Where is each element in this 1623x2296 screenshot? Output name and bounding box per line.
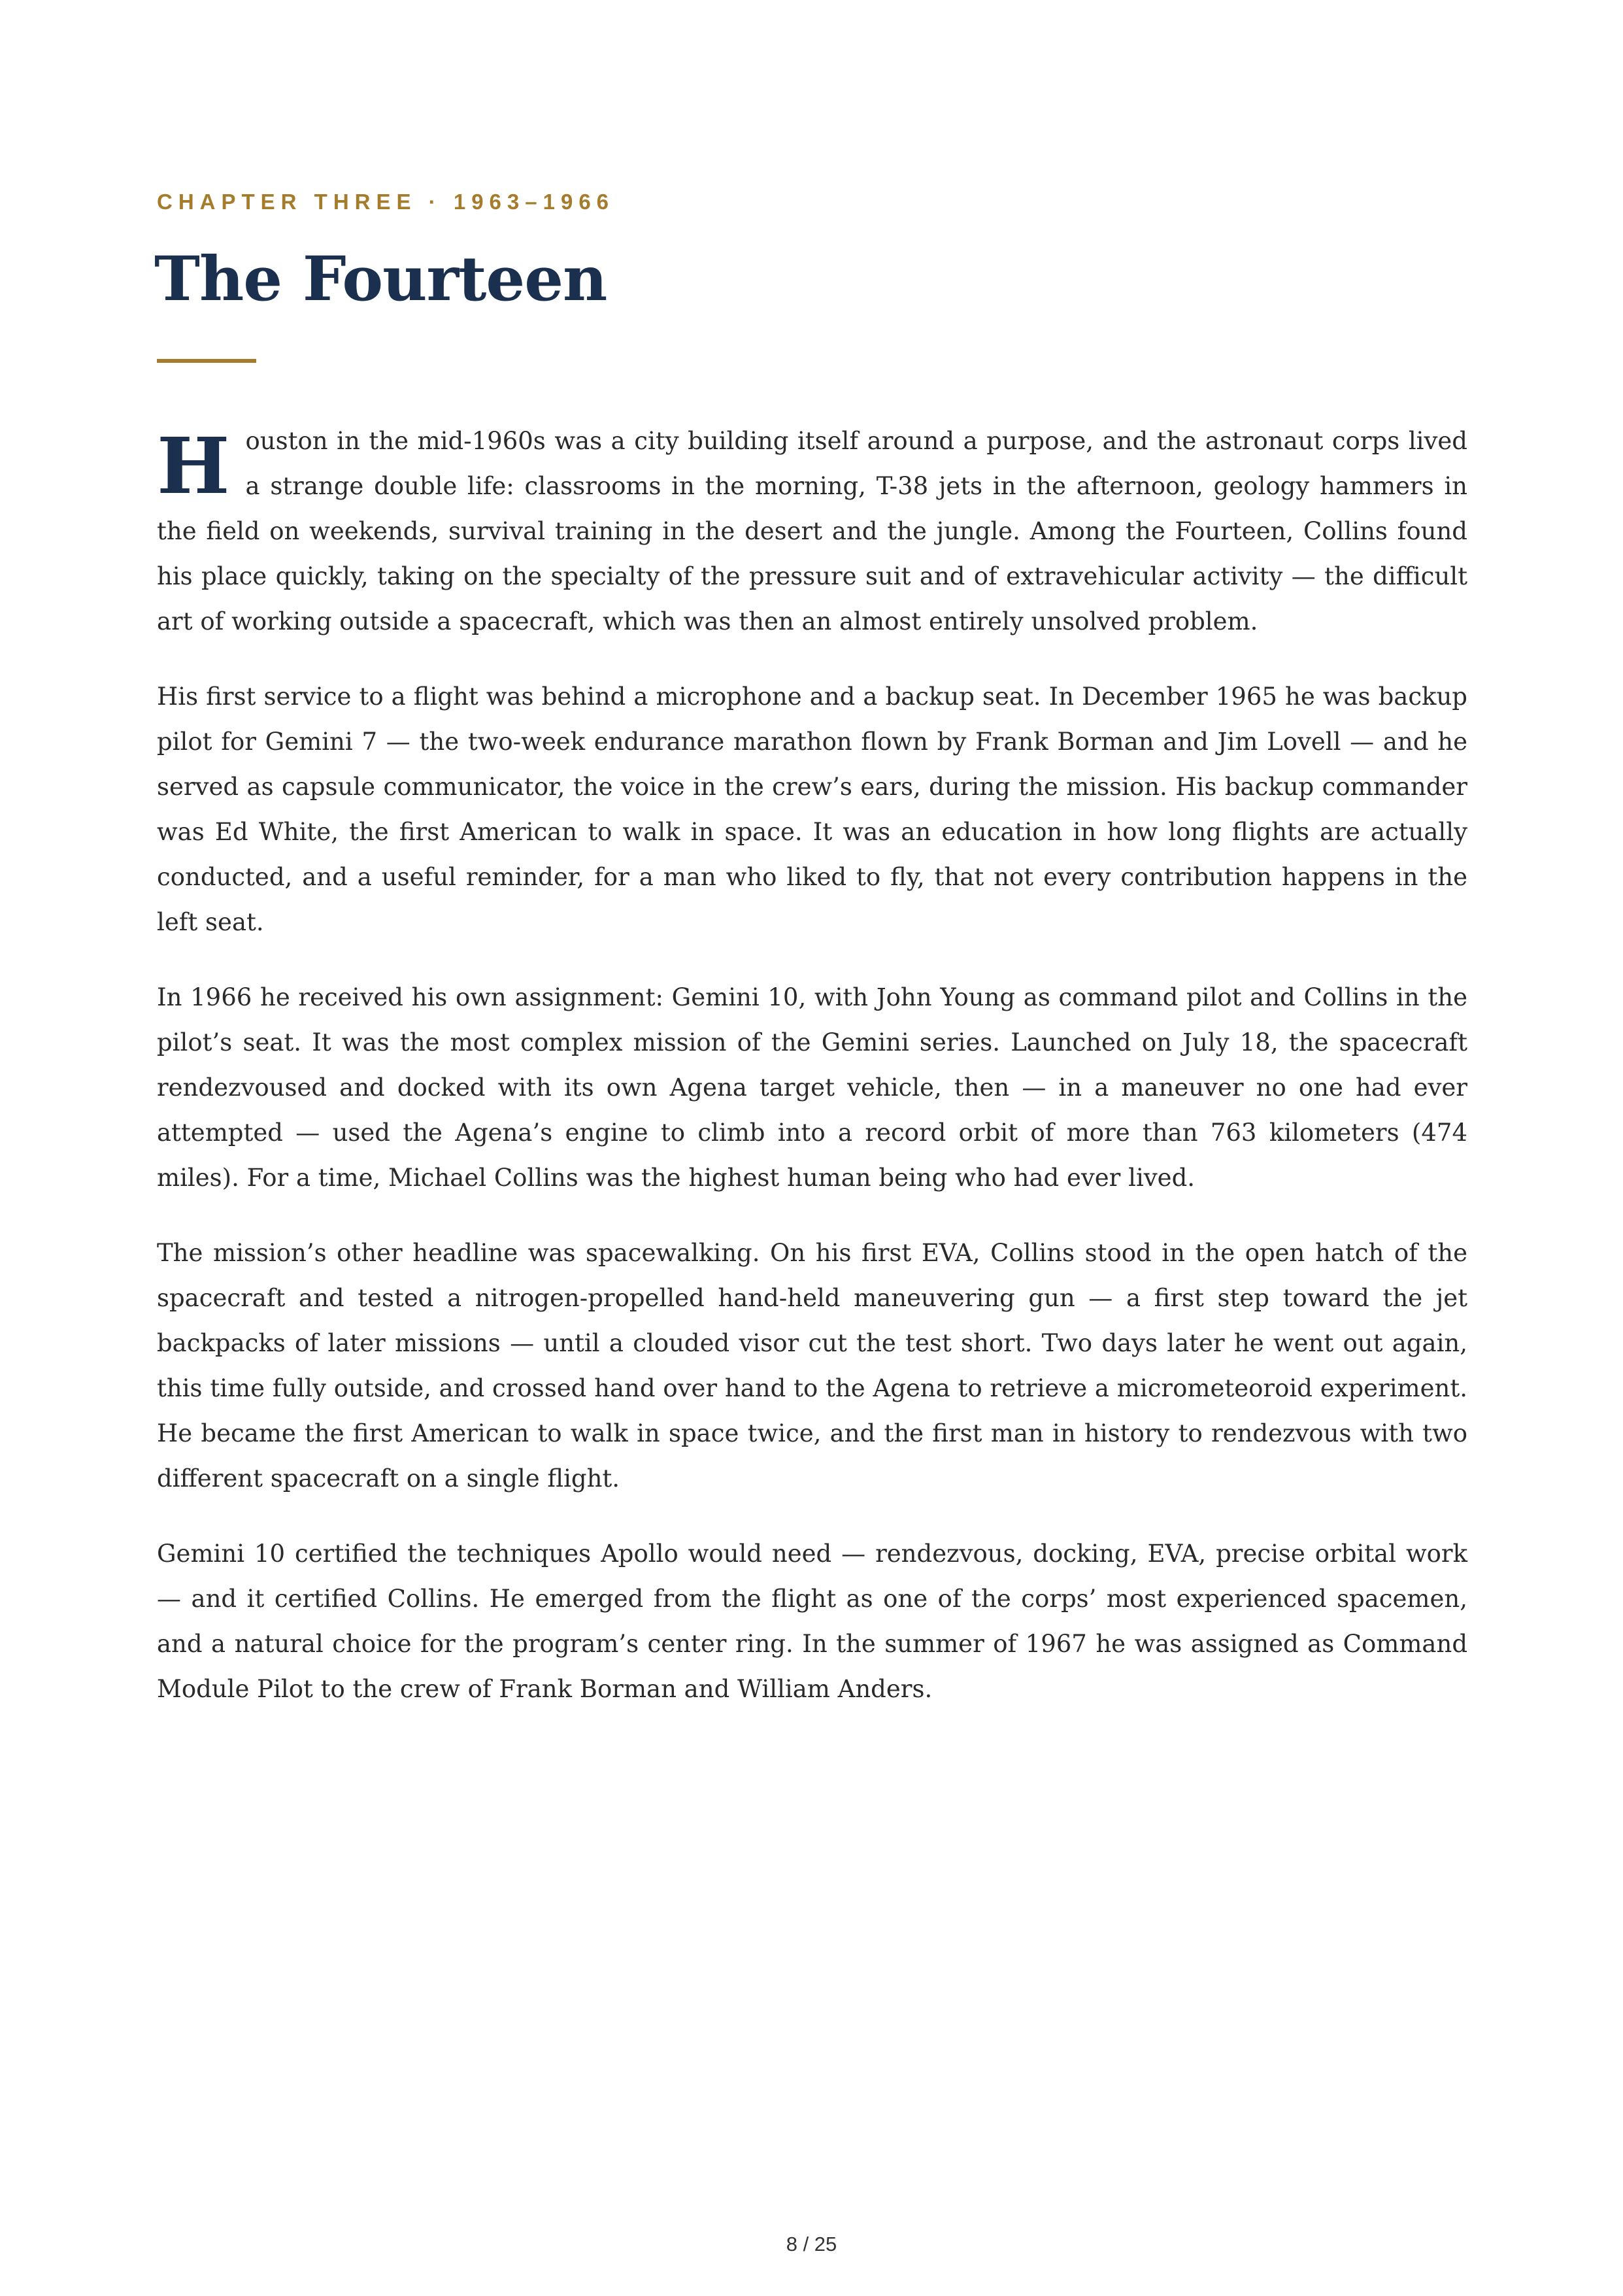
chapter-body — [157, 418, 1467, 1742]
page-number: 8 / 25 — [786, 2233, 837, 2255]
paragraph-1-text: ouston in the mid-1960s was a city building itself around a purpose, and the astronaut corps lived a strange double life: classrooms in the morning, T-38 jets in the afternoon, geology hammers in the field on weekends, survival training in the desert and the jungle. Among the Fourteen, Collins found his place quickly, taking on the specialty of the pressure suit and of extravehicular activity — the difficult art of working outside a spacecraft, which was then an almost entirely unsolved problem. — [157, 427, 1467, 635]
paragraph-1 — [157, 418, 1467, 644]
chapter-label: CHAPTER THREE · 1963–1966 — [157, 190, 615, 214]
chapter-title: The Fourteen — [154, 243, 607, 315]
paragraph-4: The mission’s other headline was spacewalking. On his first EVA, Collins stood in the open hatch of the spacecraft and tested a nitrogen-propelled hand-held maneuvering gun — a first step toward the jet backpacks of later missions — until a clouded visor cut the test short. Two days later he went out again, this time fully outside, and crossed hand over hand to the Agena to retrieve a micrometeoroid experiment. He became the first American to walk in space twice, and the first man in history to rendezvous with two different spacecraft on a single flight. — [157, 1239, 1467, 1493]
paragraph-5: Gemini 10 certified the techniques Apollo would need — rendezvous, docking, EVA, precise orbital work — and it certified Collins. He emerged from the flight as one of the corps’ most experienced spacemen, and a natural choice for the program’s center ring. In the summer of 1967 he was assigned as Command Module Pilot to the crew of Frank Borman and William Anders. — [157, 1540, 1467, 1703]
paragraph-2: His first service to a flight was behind a microphone and a backup seat. In December 1965 he was backup pilot for Gemini 7 — the two-week endurance marathon flown by Frank Borman and Jim Lovell — and he served as capsule communicator, the voice in the crew’s ears, during the mission. His backup commander was Ed White, the first American to walk in space. It was an education in how long flights are actually conducted, and a useful reminder, for a man who liked to fly, that not every contribution happens in the left seat. — [157, 683, 1467, 936]
title-divider — [157, 359, 256, 363]
paragraph-3: In 1966 he received his own assignment: Gemini 10, with John Young as command pilot and Collins in the pilot’s seat. It was the most complex mission of the Gemini series. Launched on July 18, the spacecraft rendezvoused and docked with its own Agena target vehicle, then — in a maneuver no one had ever attempted — used the Agena’s engine to climb into a record orbit of more than 763 kilometers (474 miles). For a time, Michael Collins was the highest human being who had ever lived. — [157, 983, 1467, 1192]
drop-cap: H — [157, 420, 230, 511]
